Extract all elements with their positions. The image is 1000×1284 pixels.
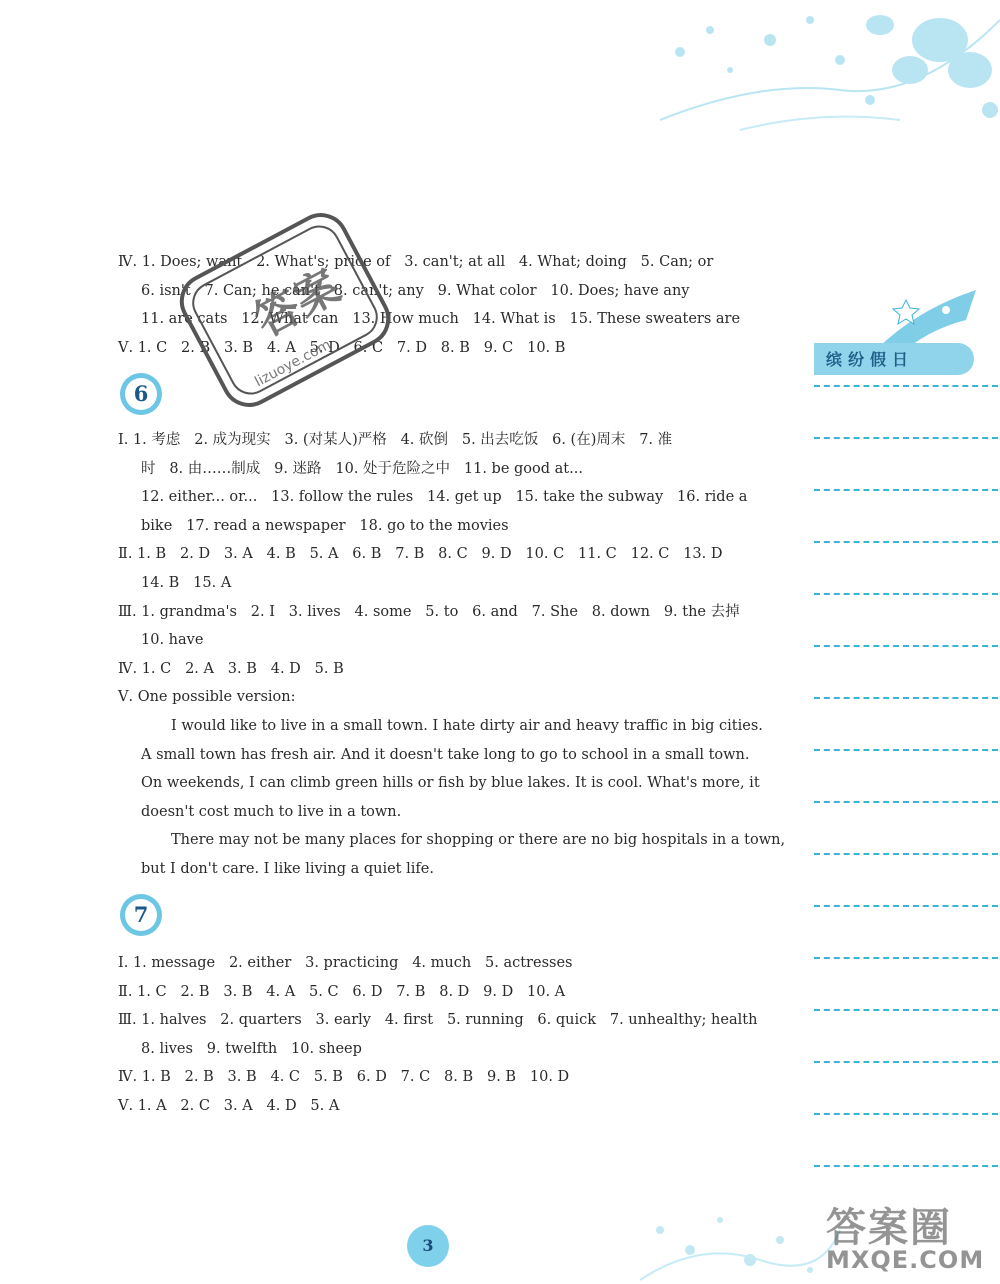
answer-line: Ⅲ. 1. halves 2. quarters 3. early 4. first 5. running 6. quick 7. unhealthy; health <box>118 1012 758 1029</box>
answer-line: 时 8. 由……制成 9. 迷路 10. 处于危险之中 11. be good at... <box>141 460 583 477</box>
answer-line: Ⅴ. One possible version: <box>118 689 296 706</box>
svg-text:答案: 答案 <box>246 260 349 348</box>
answer-line: 14. B 15. A <box>141 575 232 591</box>
note-line <box>814 853 998 855</box>
note-line <box>814 541 998 543</box>
answer-line: Ⅴ. 1. C 2. B 3. B 4. A 5. D 6. C 7. D 8. B 9. C 10. B <box>118 339 566 356</box>
answer-line: 8. lives 9. twelfth 10. sheep <box>141 1040 362 1057</box>
answer-line: Ⅳ. 1. Does; want 2. What's; price of 3. can't; at all 4. What; doing 5. Can; or <box>118 254 714 270</box>
essay-line: A small town has fresh air. And it doesn't take long to go to school in a small town. <box>141 746 750 763</box>
note-line <box>814 749 998 751</box>
answer-line: 6. isn't 7. Can; he can't 8. can't; any 9. What color 10. Does; have any <box>141 282 690 299</box>
sidebar-tab <box>814 343 974 375</box>
stamp-logo <box>159 192 411 427</box>
note-line <box>814 957 998 959</box>
answer-line: Ⅰ. 1. 考虑 2. 成为现实 3. (对某人)严格 4. 砍倒 5. 出去吃饭 6. (在)周末 7. 准 <box>118 432 673 448</box>
answer-line: Ⅱ. 1. C 2. B 3. B 4. A 5. C 6. D 7. B 8. D 9. D 10. A <box>118 983 566 1000</box>
watermark-url: MXQE.COM <box>826 1246 985 1274</box>
answer-line: Ⅴ. 1. A 2. C 3. A 4. D 5. A <box>118 1098 340 1114</box>
note-line <box>814 801 998 803</box>
note-line <box>814 489 998 491</box>
page-number: 3 <box>422 1236 434 1255</box>
answer-line: Ⅳ. 1. C 2. A 3. B 4. D 5. B <box>118 660 344 677</box>
answer-line: Ⅲ. 1. grandma's 2. I 3. lives 4. some 5. to 6. and 7. She 8. down 9. the 去掉 <box>118 603 740 620</box>
section-number: 7 <box>133 902 149 927</box>
svg-text:lizuoye.com: lizuoye.com <box>252 336 334 391</box>
note-line <box>814 905 998 907</box>
watermark-logo <box>826 1196 996 1280</box>
page-number-badge <box>406 1224 450 1268</box>
answer-line: bike 17. read a newspaper 18. go to the movies <box>141 517 509 534</box>
note-line <box>814 1061 998 1063</box>
section-number: 6 <box>133 381 149 406</box>
note-line <box>814 1113 998 1115</box>
note-line <box>814 645 998 647</box>
note-line <box>814 593 998 595</box>
note-line <box>814 1009 998 1011</box>
section-6-badge <box>119 372 163 416</box>
essay-line: There may not be many places for shopping or there are no big hospitals in a town, <box>171 832 786 849</box>
answer-line: 10. have <box>141 632 204 649</box>
note-line <box>814 385 998 387</box>
answer-line: 11. are cats 12. What can 13. How much 14. What is 15. These sweaters are <box>141 311 741 328</box>
note-line <box>814 1165 998 1167</box>
watermark-text: 答案圈 <box>826 1205 952 1251</box>
answer-line: Ⅰ. 1. message 2. either 3. practicing 4. much 5. actresses <box>118 955 573 971</box>
answer-line: 12. either... or... 13. follow the rules 14. get up 15. take the subway 16. ride a <box>141 489 748 506</box>
answer-line: Ⅳ. 1. B 2. B 3. B 4. C 5. B 6. D 7. C 8. B 9. B 10. D <box>118 1069 570 1086</box>
note-line <box>814 437 998 439</box>
section-7-badge <box>119 893 163 937</box>
notes-sidebar <box>806 200 1000 1190</box>
essay-line: doesn't cost much to live in a town. <box>141 803 402 820</box>
essay-line: On weekends, I can climb green hills or fish by blue lakes. It is cool. What's more, it <box>141 775 760 792</box>
sidebar-tab-label: 缤纷假日 <box>826 350 915 369</box>
note-line <box>814 697 998 699</box>
essay-line: I would like to live in a small town. I hate dirty air and heavy traffic in big cities. <box>171 718 763 734</box>
essay-line: but I don't care. I like living a quiet life. <box>141 861 434 877</box>
answer-line: Ⅱ. 1. B 2. D 3. A 4. B 5. A 6. B 7. B 8. C 9. D 10. C 11. C 12. C 13. D <box>118 546 723 563</box>
